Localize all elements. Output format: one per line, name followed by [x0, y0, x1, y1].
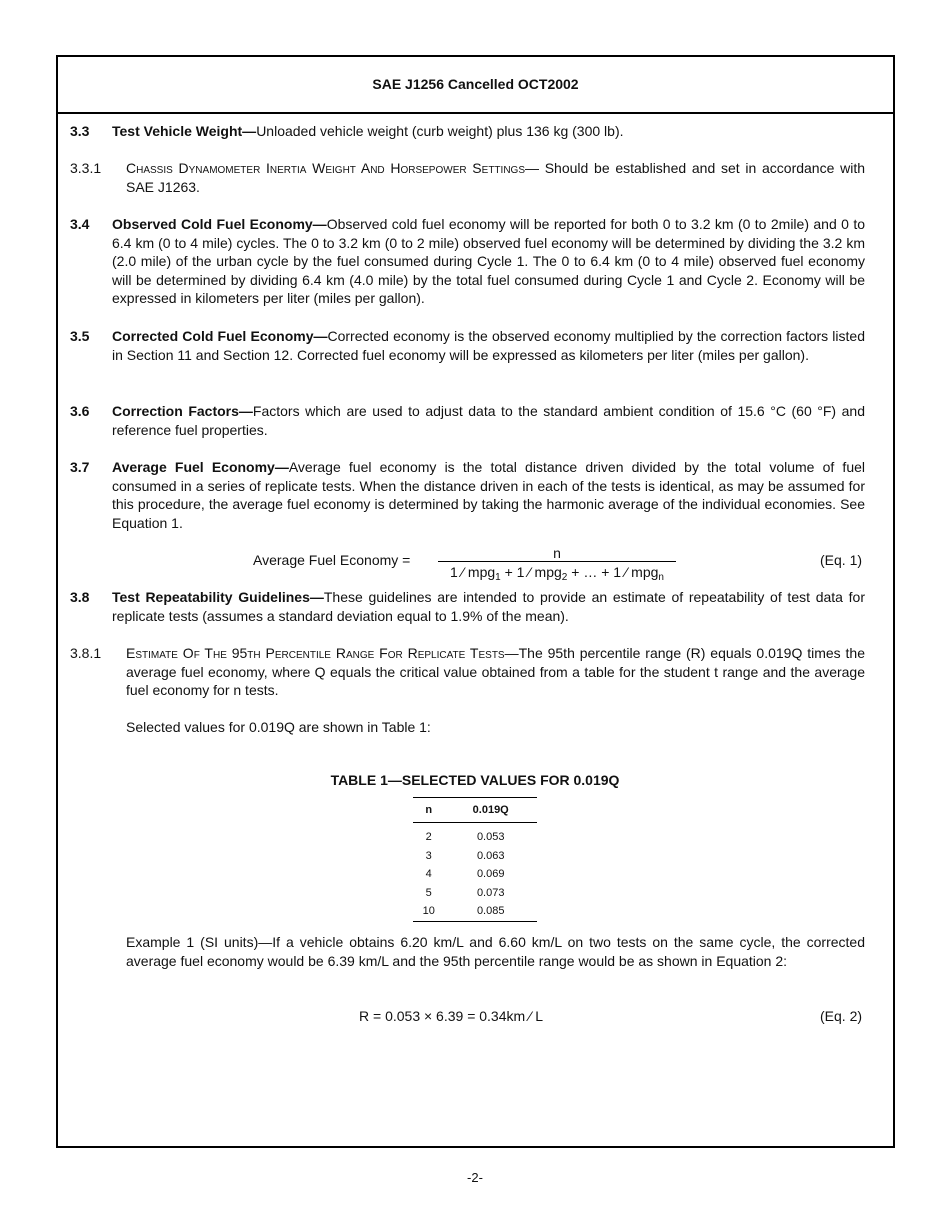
section-3-4-title: Observed Cold Fuel Economy—: [112, 216, 327, 232]
section-3-8-1-title: Estimate Of The 95th Percentile Range For Replicate Tests—: [126, 645, 519, 661]
table-cell-value: 0.085: [444, 902, 537, 921]
table-cell-n: 3: [425, 849, 432, 862]
table-row: [413, 902, 537, 921]
section-3-5-title: Corrected Cold Fuel Economy—: [112, 328, 328, 344]
table-cell-value: 0.073: [476, 886, 505, 899]
table-header-row: [413, 798, 537, 823]
page-number: -2-: [467, 1170, 483, 1185]
section-number-3-3: 3.3: [70, 123, 90, 139]
section-3-7-text: Average fuel economy is the total distance driven divided by the total volume of fuel consumed in a series of replicate tests. When the distance driven in each of the tests is identical, as may be assumed for this procedure, the average fuel economy is determined by taking the harmonic average of the individual economies. See Equation 1.: [112, 459, 865, 531]
den-term-n: + … + 1 ⁄ mpg: [567, 564, 659, 580]
table-row: [413, 865, 537, 884]
section-3-3-1-title: Chassis Dynamometer Inertia Weight And Horsepower Settings—: [126, 160, 539, 176]
section-3-3-1: [126, 159, 865, 196]
equation-2-label: (Eq. 2): [820, 1008, 863, 1024]
table-cell-value: 0.053: [476, 831, 505, 843]
equation-1-lhs: Average Fuel Economy =: [253, 552, 411, 568]
page-header: [58, 57, 893, 114]
section-3-3-text: Unloaded vehicle weight (curb weight) plus 136 kg (300 lb).: [256, 123, 624, 139]
section-3-5-text: Corrected economy is the observed economy multiplied by the correction factors listed in Section 11 and Section 12. Corrected fuel economy will be expressed as kilometers per liter (miles per gallon).: [112, 328, 865, 363]
table-row: [413, 884, 537, 903]
den-sub-2: 2: [561, 572, 568, 583]
equation-2: R = 0.053 × 6.39 = 0.34km ⁄ L: [359, 1008, 544, 1024]
section-3-7-title: Average Fuel Economy—: [112, 459, 289, 475]
den-sub-1: 1: [495, 572, 501, 583]
table-cell-n: 10: [413, 902, 444, 921]
equation-1-denominator: [438, 562, 676, 582]
section-3-8-text: These guidelines are intended to provide an estimate of repeatability of test data for replicate tests (assumes a standard deviation equal to 1.9% of the mean).: [112, 589, 865, 624]
table-row: [413, 823, 537, 847]
example-1-text: Example 1 (SI units)—If a vehicle obtains 6.20 km/L and 6.60 km/L on two tests on the same cycle, the corrected average fuel economy would be 6.39 km/L and the 95th percentile range would be as shown in Equation 2:: [126, 934, 865, 969]
section-3-5: [112, 327, 865, 364]
section-3-3-1-text: Should be established and set in accordance with SAE J1263.: [126, 160, 865, 195]
section-3-6-text: Factors which are used to adjust data to the standard ambient condition of 15.6 °C (60 °F) and reference fuel properties.: [112, 403, 865, 438]
section-number-3-4: 3.4: [70, 216, 90, 232]
table-cell-n: 2: [425, 831, 432, 843]
equation-1-fraction: [438, 544, 676, 582]
table-cell-value: 0.069: [476, 868, 505, 880]
section-3-8-title: Test Repeatability Guidelines—: [112, 589, 324, 605]
equation-1-label: (Eq. 1): [820, 552, 863, 568]
section-3-8: [112, 588, 865, 625]
table-header-value: 0.019Q: [444, 798, 537, 823]
section-3-8-1: [126, 644, 865, 700]
den-sub-n: n: [658, 572, 664, 583]
section-number-3-5: 3.5: [70, 328, 90, 344]
section-number-3-7: 3.7: [70, 459, 90, 475]
section-number-3-8: 3.8: [70, 589, 90, 605]
section-3-3-title: Test Vehicle Weight—: [112, 123, 257, 139]
section-3-7: [112, 458, 865, 532]
section-3-4-text: Observed cold fuel economy will be reported for both 0 to 3.2 km (0 to 2mile) and 0 to 6.4 km (0 to 4 mile) cycles. The 0 to 3.2 km (0 to 2 mile) observed fuel economy will be determined by dividing the 3.2 km (2.0 mile) of the urban cycle by the fuel consumed during Cycle 1. The 0 to 6.4 km (0 to 4 mile) observed fuel economy will be determined by dividing 6.4 km (4.0 mile) by the total fuel consumed during Cycle 1 and Cycle 2. Economy will be expressed in kilometers per liter (miles per gallon).: [112, 216, 865, 307]
den-term-2: + 1 ⁄ mpg: [500, 564, 562, 580]
table-1-caption: TABLE 1—SELECTED VALUES FOR 0.019Q: [330, 772, 620, 788]
section-number-3-8-1: 3.8.1: [70, 645, 102, 661]
section-number-3-6: 3.6: [70, 403, 90, 419]
section-3-4: [112, 215, 865, 308]
section-3-3: [112, 122, 865, 141]
table-1: [413, 797, 537, 922]
table-cell-value: 0.063: [476, 849, 505, 862]
den-term-1: 1 ⁄ mpg: [450, 564, 496, 580]
table-row: [413, 847, 537, 866]
table-cell-n: 4: [425, 868, 432, 880]
selected-values-text: Selected values for 0.019Q are shown in Table 1:: [126, 719, 431, 735]
equation-1-numerator: n: [553, 545, 561, 561]
table-header-n: n: [413, 798, 444, 823]
document-title: SAE J1256 Cancelled OCT2002: [372, 76, 579, 93]
section-3-6-title: Correction Factors—: [112, 403, 253, 419]
section-3-8-1-text: The 95th percentile range (R) equals 0.019Q times the average fuel economy, where Q equals the critical value obtained from a table for the student t range and the average fuel economy for n tests.: [126, 645, 865, 699]
section-3-6: [112, 402, 865, 439]
section-number-3-3-1: 3.3.1: [70, 160, 102, 176]
table-cell-n: 5: [425, 886, 432, 899]
